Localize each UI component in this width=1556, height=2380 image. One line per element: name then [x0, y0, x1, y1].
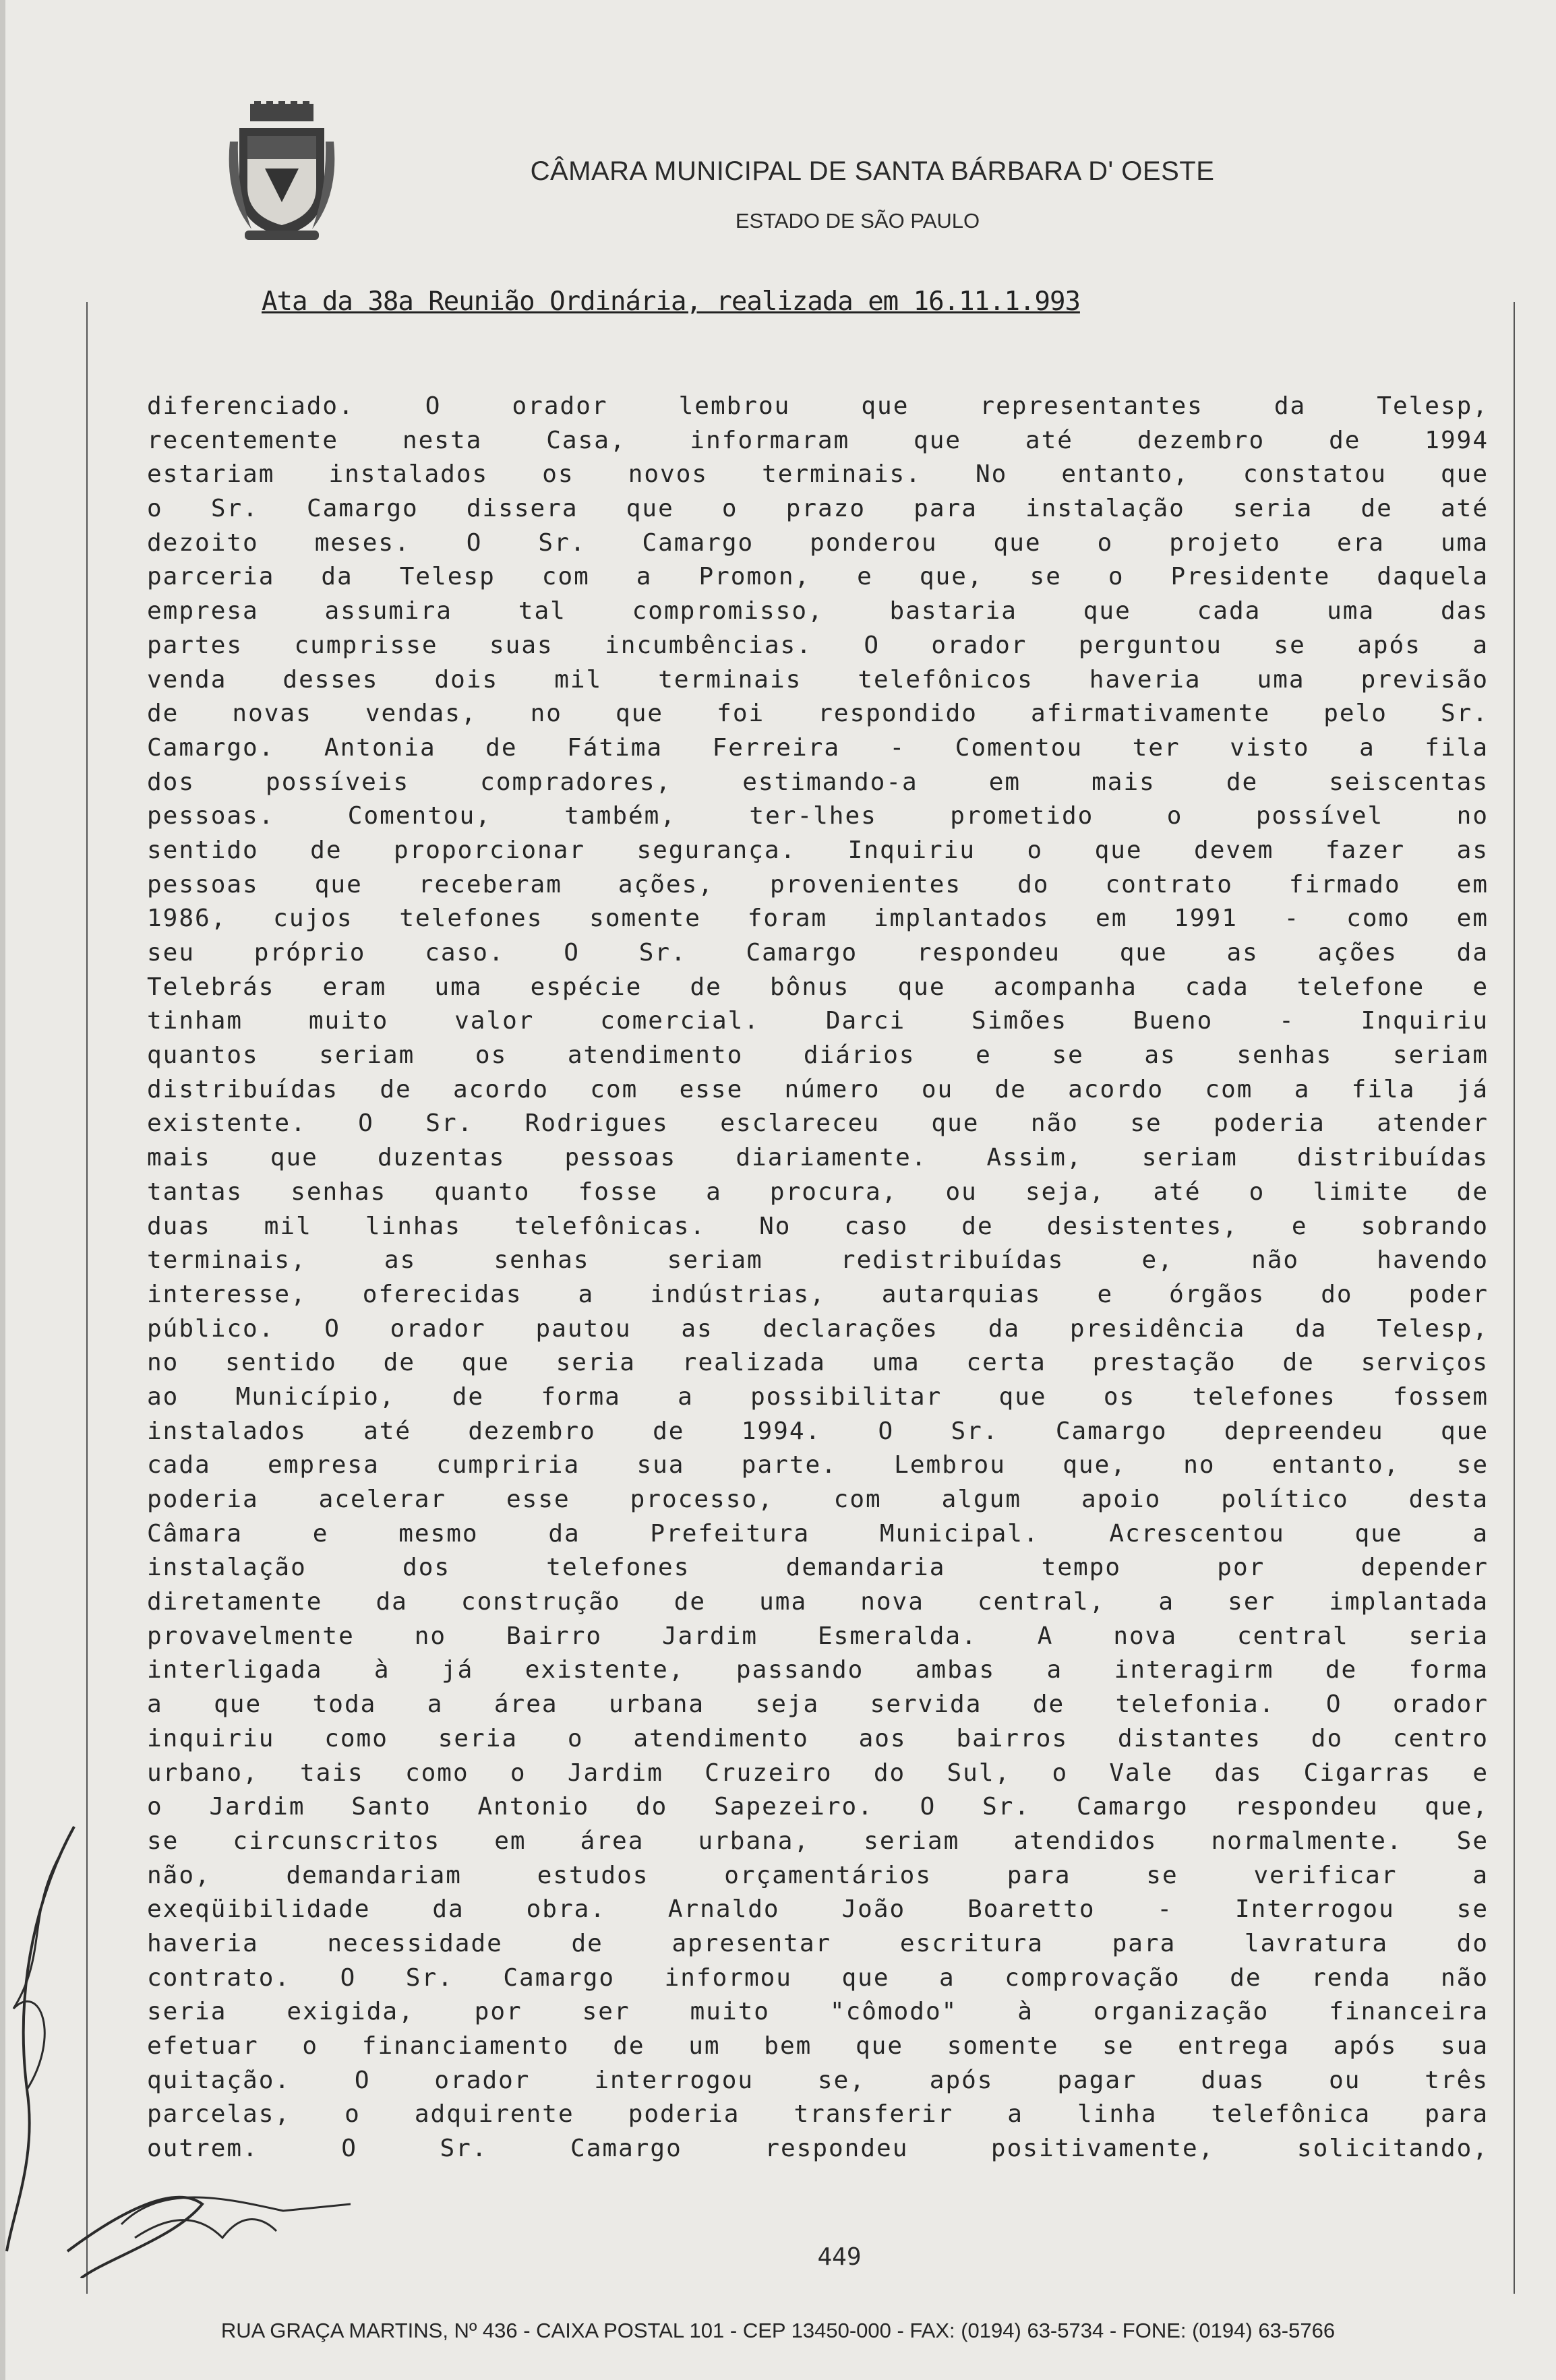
body-line: dezoito meses. O Sr. Camargo ponderou que o projeto era uma: [147, 528, 1489, 557]
body-line: outrem. O Sr. Camargo respondeu positivamente, solicitando,: [147, 2135, 1489, 2163]
body-line: provavelmente no Bairro Jardim Esmeralda. A nova central seria: [147, 1622, 1489, 1650]
body-line: distribuídas de acordo com esse número ou de acordo com a fila já: [147, 1075, 1489, 1103]
body-line: tantas senhas quanto fosse a procura, ou seja, até o limite de: [147, 1178, 1489, 1206]
body-line: empresa assumira tal compromisso, bastaria que cada uma das: [147, 597, 1489, 625]
body-line: instalados até dezembro de 1994. O Sr. Camargo depreendeu que: [147, 1417, 1489, 1445]
body-line: a que toda a área urbana seja servida de telefonia. O orador: [147, 1690, 1489, 1719]
body-line: seria exigida, por ser muito "cômodo" à organização financeira: [147, 1998, 1489, 2026]
body-line: estariam instalados os novos terminais. No entanto, constatou que: [147, 460, 1489, 489]
body-line: urbano, tais como o Jardim Cruzeiro do Sul, o Vale das Cigarras e: [147, 1759, 1489, 1787]
body-line: ao Município, de forma a possibilitar que os telefones fossem: [147, 1382, 1489, 1411]
minutes-title: Ata da 38a Reunião Ordinária, realizada em 16.11.1.993: [262, 286, 1080, 317]
body-line: Telebrás eram uma espécie de bônus que acompanha cada telefone e: [147, 973, 1489, 1001]
body-line: instalação dos telefones demandaria tempo por depender: [147, 1554, 1489, 1582]
body-line: efetuar o financiamento de um bem que somente se entrega após sua: [147, 2032, 1489, 2060]
page-number: 449: [817, 2243, 862, 2271]
body-line: parcelas, o adquirente poderia transferir a linha telefônica para: [147, 2100, 1489, 2129]
body-line: dos possíveis compradores, estimando-a em mais de seiscentas: [147, 768, 1489, 796]
body-line: público. O orador pautou as declarações da presidência da Telesp,: [147, 1314, 1489, 1343]
body-line: parceria da Telesp com a Promon, e que, se o Presidente daquela: [147, 563, 1489, 591]
body-line: terminais, as senhas seriam redistribuídas e, não havendo: [147, 1246, 1489, 1275]
body-line: 1986, cujos telefones somente foram implantados em 1991 - como em: [147, 905, 1489, 933]
body-line: de novas vendas, no que foi respondido afirmativamente pelo Sr.: [147, 700, 1489, 728]
body-line: o Sr. Camargo dissera que o prazo para instalação seria de até: [147, 495, 1489, 523]
right-margin-rule: [1514, 302, 1515, 2294]
body-line: quantos seriam os atendimento diários e se as senhas seriam: [147, 1041, 1489, 1070]
body-line: duas mil linhas telefônicas. No caso de desistentes, e sobrando: [147, 1212, 1489, 1240]
body-line: contrato. O Sr. Camargo informou que a comprovação de renda não: [147, 1963, 1489, 1992]
body-line: mais que duzentas pessoas diariamente. Assim, seriam distribuídas: [147, 1144, 1489, 1172]
letterhead-footer: RUA GRAÇA MARTINS, Nº 436 - CAIXA POSTAL 101 - CEP 13450-000 - FAX: (0194) 63-5734 - FONE: (0194) 63-5766: [220, 2319, 1336, 2342]
body-line: diretamente da construção de uma nova central, a ser implantada: [147, 1588, 1489, 1616]
body-line: diferenciado. O orador lembrou que representantes da Telesp,: [147, 392, 1489, 420]
body-line: inquiriu como seria o atendimento aos bairros distantes do centro: [147, 1724, 1489, 1752]
body-line: existente. O Sr. Rodrigues esclareceu que não se poderia atender: [147, 1109, 1489, 1138]
body-line: se circunscritos em área urbana, seriam atendidos normalmente. Se: [147, 1827, 1489, 1855]
body-line: poderia acelerar esse processo, com algum apoio político desta: [147, 1486, 1489, 1513]
body-line: Camargo. Antonia de Fátima Ferreira - Comentou ter visto a fila: [147, 733, 1489, 762]
body-line: haveria necessidade de apresentar escritura para lavratura do: [147, 1929, 1489, 1957]
body-line: interesse, oferecidas a indústrias, autarquias e órgãos do poder: [147, 1280, 1489, 1308]
body-line: pessoas. Comentou, também, ter-lhes prometido o possível no: [147, 802, 1489, 830]
body-line: o Jardim Santo Antonio do Sapezeiro. O Sr. Camargo respondeu que,: [147, 1793, 1489, 1821]
body-line: recentemente nesta Casa, informaram que até dezembro de 1994: [147, 426, 1489, 454]
body-line: Câmara e mesmo da Prefeitura Municipal. Acrescentou que a: [147, 1519, 1489, 1548]
body-line: cada empresa cumpriria sua parte. Lembrou que, no entanto, se: [147, 1451, 1489, 1479]
body-line: venda desses dois mil terminais telefônicos haveria uma previsão: [147, 665, 1489, 694]
body-line: pessoas que receberam ações, provenientes do contrato firmado em: [147, 870, 1489, 898]
body-line: quitação. O orador interrogou se, após pagar duas ou três: [147, 2066, 1489, 2094]
body-line: no sentido de que seria realizada uma certa prestação de serviços: [147, 1349, 1489, 1377]
body-line: interligada à já existente, passando ambas a interagirm de forma: [147, 1656, 1489, 1684]
body-line: exeqüibilidade da obra. Arnaldo João Boaretto - Interrogou se: [147, 1895, 1489, 1924]
body-line: tinham muito valor comercial. Darci Simões Bueno - Inquiriu: [147, 1007, 1489, 1035]
body-line: seu próprio caso. O Sr. Camargo respondeu que as ações da: [147, 939, 1489, 967]
body-line: sentido de proporcionar segurança. Inquiriu o que devem fazer as: [147, 836, 1489, 864]
body-line: não, demandariam estudos orçamentários para se verificar a: [147, 1861, 1489, 1889]
institution-name: CÂMARA MUNICIPAL DE SANTA BÁRBARA D' OESTE: [530, 156, 1215, 186]
body-line: partes cumprisse suas incumbências. O orador perguntou se após a: [147, 631, 1489, 659]
handwritten-signature-icon: [0, 1806, 351, 2278]
institution-state: ESTADO DE SÃO PAULO: [735, 209, 980, 233]
